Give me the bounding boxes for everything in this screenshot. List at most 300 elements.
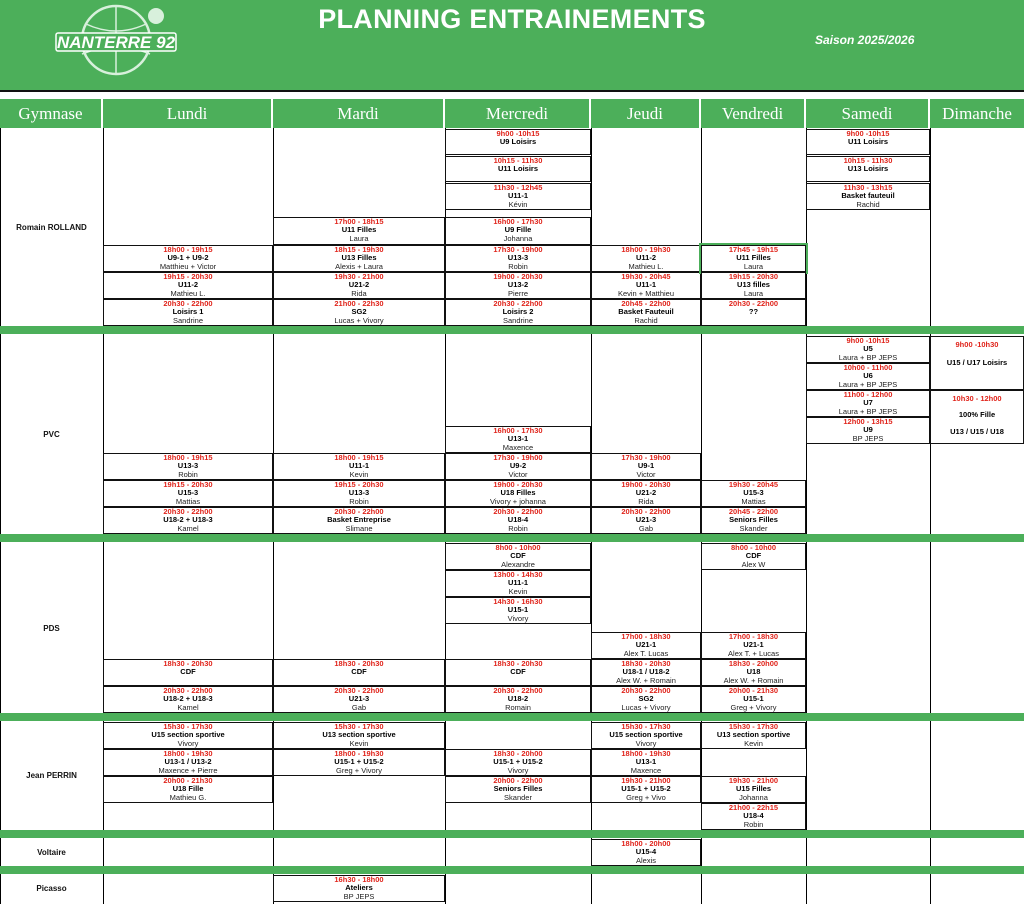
gym-separator: [0, 534, 1024, 542]
session-time: 8h00 - 10h00: [730, 543, 777, 552]
session-cell[interactable]: [103, 659, 273, 686]
session-group: U18-2: [507, 694, 529, 704]
session-coach: Laura + BP JEPS: [838, 379, 898, 389]
session-time: 18h30 - 20h30: [621, 659, 671, 668]
session-group: U13 section sportive: [322, 730, 396, 740]
session-time: 20h30 - 22h00: [163, 299, 213, 308]
session-coach: Pierre: [507, 288, 528, 298]
session-cell[interactable]: [103, 272, 273, 299]
session-time: 19h30 - 20h45: [728, 480, 779, 489]
session-group: U13-3: [348, 488, 370, 498]
session-coach: Alexandre: [501, 559, 535, 569]
session-cell[interactable]: [445, 426, 591, 453]
session-time: 20h30 - 22h00: [728, 299, 779, 308]
gym-separator: [0, 326, 1024, 334]
session-coach: Greg + Vivory: [730, 702, 777, 712]
session-group: U15-1 + U15-2: [621, 784, 671, 794]
session-cell[interactable]: [103, 507, 273, 534]
session-coach: Robin: [508, 261, 528, 271]
session-coach: Rida: [638, 496, 654, 506]
col-header-mardi: Mardi: [273, 99, 445, 128]
grid-vline: [930, 838, 931, 866]
grid-vline: [445, 838, 446, 866]
session-time: 19h00 - 20h30: [493, 480, 543, 489]
session-group: SG2: [351, 307, 367, 317]
gym-separator: [0, 830, 1024, 838]
session-cell[interactable]: [103, 245, 273, 272]
session-cell[interactable]: [445, 453, 591, 480]
session-coach: Kevin + Matthieu: [617, 288, 675, 298]
session-cell[interactable]: [806, 390, 930, 417]
session-coach: Vivory: [507, 613, 529, 623]
session-cell[interactable]: [445, 272, 591, 299]
session-cell[interactable]: [445, 686, 591, 713]
session-coach: Alex W: [741, 559, 766, 569]
session-coach: [807, 147, 929, 155]
session-coach: Gab: [351, 702, 367, 712]
session-coach: Mathieu L.: [628, 261, 664, 271]
session-time: 19h30 - 20h45: [621, 272, 671, 281]
session-coach: Robin: [349, 496, 369, 506]
session-coach: Laura: [349, 233, 369, 243]
session-group: U21-3: [635, 515, 657, 525]
session-time: 15h30 - 17h30: [728, 722, 779, 731]
session-time: 14h30 - 16h30: [493, 597, 543, 606]
session-coach: [446, 677, 590, 685]
session-time: 20h45 - 22h00: [728, 507, 779, 516]
session-time: 19h30 - 21h00: [621, 776, 671, 785]
session-time: 20h45 - 22h00: [621, 299, 671, 308]
session-group: U9-2: [509, 461, 527, 471]
session-group: U13-1: [507, 434, 529, 444]
session-group: U9 Fille: [504, 225, 532, 235]
session-time: 19h15 - 20h30: [334, 480, 384, 489]
session-group: Loisirs 1: [172, 307, 204, 317]
session-cell[interactable]: [701, 686, 806, 713]
gym-name-pds: PDS: [43, 624, 60, 633]
session-cell[interactable]: [806, 417, 930, 444]
session-coach: Vivory: [635, 738, 657, 748]
session-group: U11-1: [507, 191, 528, 201]
session-cell[interactable]: [103, 299, 273, 326]
session-coach: Johanna: [503, 233, 533, 243]
col-header-vendredi: Vendredi: [701, 99, 806, 128]
session-group: U9-1: [637, 461, 655, 471]
grid-vline: [273, 838, 274, 866]
session-group: Basket Entreprise: [327, 515, 391, 525]
session-cell[interactable]: [445, 659, 591, 686]
session-cell[interactable]: [591, 659, 701, 686]
session-group: U15-1: [743, 694, 764, 704]
session-cell[interactable]: [103, 722, 273, 749]
session-group: Basket Fauteuil: [618, 307, 674, 317]
session-cell-sunday-2[interactable]: [930, 390, 1024, 444]
session-coach: Mathieu G.: [169, 792, 207, 802]
session-coach: Sandrine: [172, 315, 204, 325]
session-coach: Lucas + Vivory: [621, 702, 671, 712]
session-time: 12h00 - 13h15: [843, 417, 893, 426]
session-cell[interactable]: [103, 480, 273, 507]
session-cell[interactable]: [701, 299, 806, 326]
session-coach: BP JEPS: [852, 433, 884, 443]
session-coach: [104, 677, 272, 685]
session-cell[interactable]: [445, 156, 591, 182]
session-coach: Sandrine: [502, 315, 534, 325]
session-cell[interactable]: [806, 336, 930, 363]
gym-name-picasso: Picasso: [36, 884, 67, 893]
session-coach: Mathieu L.: [170, 288, 206, 298]
session-coach: Victor: [636, 469, 656, 479]
session-group: Seniors Filles: [729, 515, 778, 525]
session-coach: Vivory: [177, 738, 199, 748]
gym-separator: [0, 713, 1024, 721]
session-group: U6: [863, 371, 873, 381]
session-group: U13 Loisirs: [847, 164, 889, 174]
session-coach: Skander: [739, 523, 768, 533]
session-coach: Slimane: [345, 523, 373, 533]
session-time: 15h30 - 17h30: [621, 722, 671, 731]
session-coach: Alex T. + Lucas: [728, 648, 779, 658]
session-time: 19h30 - 21h00: [728, 776, 779, 785]
session-coach: Matthieu + Victor: [159, 261, 217, 271]
session-time: 20h30 - 22h00: [493, 299, 543, 308]
session-coach: Rachid: [856, 199, 880, 209]
session-time: 11h30 - 12h45: [493, 183, 543, 192]
session-group: U13-2: [507, 280, 529, 290]
col-header-samedi: Samedi: [806, 99, 930, 128]
session-cell[interactable]: [701, 272, 806, 299]
session-group: U13 section sportive: [716, 730, 791, 740]
session-time: 19h30 - 21h00: [334, 272, 384, 281]
session-coach: Maxence: [630, 765, 662, 775]
session-coach: Kévin: [508, 199, 528, 209]
grid-vline: [806, 874, 807, 904]
session-group: U11-1: [507, 578, 528, 588]
session-group: CDF: [180, 667, 196, 677]
session-coach: Johanna: [739, 792, 768, 802]
session-time: 19h00 - 20h30: [621, 480, 671, 489]
session-coach: Greg + Vivo: [626, 792, 666, 802]
session-cell[interactable]: [103, 686, 273, 713]
session-time: 18h30 - 20h30: [493, 659, 543, 668]
session-group: U11 Loisirs: [497, 164, 539, 174]
session-cell[interactable]: [591, 272, 701, 299]
session-group: U13-3: [507, 253, 529, 263]
session-cell[interactable]: [103, 453, 273, 480]
session-cell[interactable]: [445, 299, 591, 326]
session-time: 16h30 - 18h00: [334, 875, 384, 884]
session-cell[interactable]: [591, 686, 701, 713]
session-group: Ateliers: [345, 883, 373, 893]
session-cell[interactable]: [445, 217, 591, 245]
session-time: 18h30 - 20h00: [728, 659, 779, 668]
session-time: 17h00 - 18h30: [621, 632, 671, 641]
grid-vline: [445, 874, 446, 904]
session-time: 16h00 - 17h30: [493, 426, 543, 435]
session-cell[interactable]: [591, 839, 701, 866]
session-time: 19h15 - 20h30: [728, 272, 779, 281]
session-cell[interactable]: [445, 597, 591, 624]
session-cell[interactable]: [701, 480, 806, 507]
header-banner: [0, 0, 1024, 92]
session-cell[interactable]: [591, 507, 701, 534]
session-cell[interactable]: [806, 183, 930, 210]
page-title: PLANNING ENTRAINEMENTS: [318, 4, 706, 34]
session-group: U11 Loisirs: [847, 137, 889, 147]
session-coach: Maxence: [502, 442, 534, 452]
session-cell[interactable]: [273, 272, 445, 299]
session-time: 18h15 - 19h30: [334, 245, 384, 254]
session-cell[interactable]: [701, 803, 806, 830]
session-cell[interactable]: [591, 480, 701, 507]
session-time: 17h00 - 18h30: [728, 632, 779, 641]
session-cell[interactable]: [273, 453, 445, 480]
grid-vline: [701, 874, 702, 904]
col-header-dimanche: Dimanche: [930, 99, 1024, 128]
session-cell[interactable]: [273, 217, 445, 245]
session-coach: Robin: [743, 819, 764, 829]
session-cell[interactable]: [103, 776, 273, 803]
grid-vline: [930, 721, 931, 830]
session-time: 18h00 - 19h30: [621, 245, 671, 254]
session-coach: Kevin: [744, 738, 763, 748]
svg-text:NANTERRE 92: NANTERRE 92: [56, 33, 176, 52]
session-group: U18-4: [743, 811, 764, 821]
session-group: U18 Fille: [172, 784, 204, 794]
session-coach: Skander: [504, 792, 532, 802]
session-time: 20h30 - 22h00: [493, 507, 543, 516]
session-group: U9: [863, 425, 873, 435]
session-time: 20h30 - 22h00: [621, 686, 671, 695]
session-group: U11 Filles: [736, 253, 771, 263]
session-cell[interactable]: [273, 686, 445, 713]
grid-vline: [806, 721, 807, 830]
session-coach: Alexis: [635, 855, 656, 865]
session-coach: [274, 677, 444, 685]
grid-vline: [930, 128, 931, 326]
session-cell[interactable]: [445, 570, 591, 597]
session-time: 10h15 - 11h30: [493, 156, 543, 165]
session-time: 18h30 - 20h30: [334, 659, 384, 668]
session-group: U9-1 + U9-2: [167, 253, 209, 263]
session-time: 17h00 - 18h15: [334, 217, 384, 226]
session-time: 20h30 - 22h00: [493, 686, 543, 695]
col-header-mercredi: Mercredi: [445, 99, 591, 128]
session-coach: Lucas + Vivory: [334, 315, 384, 325]
session-coach: Alex W. + Romain: [723, 675, 784, 685]
session-coach: Kamel: [177, 702, 199, 712]
grid-vline: [806, 542, 807, 713]
session-cell[interactable]: [273, 875, 445, 902]
session-time: 18h30 - 20h00: [493, 749, 543, 758]
session-group: U21-2: [348, 280, 370, 290]
session-group: U18-4: [507, 515, 529, 525]
session-time: 18h30 - 20h30: [163, 659, 213, 668]
session-cell[interactable]: [445, 543, 591, 570]
session-coach: Robin: [178, 469, 198, 479]
session-time: 20h30 - 22h00: [334, 686, 384, 695]
session-group: U18 Filles: [500, 488, 536, 498]
session-group: U15 section sportive: [151, 730, 225, 740]
session-group: ??: [748, 307, 759, 317]
session-cell[interactable]: [273, 507, 445, 534]
session-coach: Mattias: [175, 496, 201, 506]
session-coach: Laura + BP JEPS: [838, 406, 898, 416]
session-coach: Robin: [508, 523, 528, 533]
session-coach: Kevin: [349, 738, 369, 748]
session-coach: [702, 317, 805, 325]
session-group: U18-2 + U18-3: [163, 694, 213, 704]
session-time: 9h00 -10h15: [496, 129, 540, 138]
session-cell[interactable]: [806, 156, 930, 182]
session-time: 18h00 - 19h30: [163, 749, 213, 758]
session-coach: [807, 174, 929, 182]
session-coach: BP JEPS: [343, 891, 375, 901]
session-time: 20h30 - 22h00: [163, 686, 213, 695]
session-group: 100% Fille: [958, 410, 996, 420]
session-coach: Kamel: [177, 523, 199, 533]
session-time: 18h00 - 20h00: [621, 839, 671, 848]
grid-vline: [591, 874, 592, 904]
session-time: 13h00 - 14h30: [493, 570, 543, 579]
session-cell[interactable]: [701, 722, 806, 749]
session-cell[interactable]: [445, 245, 591, 272]
gym-name-pvc: PVC: [43, 430, 60, 439]
session-group: CDF: [351, 667, 367, 677]
session-coach: Gab: [638, 523, 654, 533]
col-header-lundi: Lundi: [103, 99, 273, 128]
session-cell[interactable]: [445, 183, 591, 210]
session-cell[interactable]: [701, 776, 806, 803]
session-time: 10h30 - 12h00: [952, 394, 1002, 403]
session-cell[interactable]: [806, 129, 930, 155]
session-group: U13 Filles: [341, 253, 377, 263]
session-coach: Alex W. + Romain: [616, 675, 676, 685]
session-group: U15 / U17 Loisirs: [946, 358, 1008, 368]
session-group: U11-1: [348, 461, 369, 471]
session-cell[interactable]: [701, 245, 806, 272]
session-time: 10h15 - 11h30: [843, 156, 893, 165]
session-group: U15-3: [743, 488, 764, 498]
session-group: U21-1: [635, 640, 657, 650]
session-cell[interactable]: [273, 722, 445, 749]
session-group: SG2: [638, 694, 654, 704]
session-time: 17h45 - 19h15: [728, 245, 779, 254]
session-cell[interactable]: [701, 507, 806, 534]
session-group: U13-3: [177, 461, 199, 471]
session-coach: Laura: [743, 261, 764, 271]
session-cell[interactable]: [806, 363, 930, 390]
session-cell[interactable]: [273, 299, 445, 326]
session-time: 11h30 - 13h15: [843, 183, 893, 192]
session-coach: Vivory + johanna: [490, 496, 546, 506]
session-cell[interactable]: [701, 659, 806, 686]
session-time: 9h00 -10h30: [955, 340, 999, 349]
session-time: 18h00 - 19h15: [163, 245, 213, 254]
session-group: U5: [863, 344, 873, 354]
session-cell[interactable]: [445, 749, 591, 776]
gym-name-voltaire: Voltaire: [37, 848, 66, 857]
session-group: Loisirs 2: [502, 307, 534, 317]
session-time: 15h30 - 17h30: [334, 722, 384, 731]
session-time: 19h15 - 20h30: [163, 272, 213, 281]
grid-vline: [806, 838, 807, 866]
session-coach: Kevin: [508, 586, 528, 596]
session-cell[interactable]: [445, 776, 591, 803]
session-coach: Maxence + Pierre: [158, 765, 218, 775]
session-cell[interactable]: [273, 659, 445, 686]
session-cell[interactable]: [273, 749, 445, 776]
session-group: U21-2: [635, 488, 657, 498]
session-group: U13 filles: [737, 280, 770, 290]
session-time: 10h00 - 11h00: [843, 363, 893, 372]
session-time: 20h30 - 22h00: [163, 507, 213, 516]
session-cell[interactable]: [701, 632, 806, 659]
session-coach: Alexis + Laura: [335, 261, 383, 271]
session-group: U21-3: [348, 694, 370, 704]
session-group: U13-1 / U13-2: [164, 757, 212, 767]
session-time: 18h00 - 19h30: [334, 749, 384, 758]
session-time: 17h30 - 19h00: [493, 453, 543, 462]
session-cell[interactable]: [445, 480, 591, 507]
session-time: 20h00 - 21h30: [163, 776, 213, 785]
session-cell[interactable]: [701, 543, 806, 570]
session-group: U15-4: [635, 847, 657, 857]
session-cell[interactable]: [591, 299, 701, 326]
session-cell-sunday-1[interactable]: [930, 336, 1024, 390]
session-time: 15h30 - 17h30: [163, 722, 213, 731]
session-cell[interactable]: [103, 749, 273, 776]
session-group: U15-1 + U15-2: [334, 757, 384, 767]
session-group: U11-1: [635, 280, 656, 290]
session-cell[interactable]: [591, 776, 701, 803]
session-group: U18: [746, 667, 761, 677]
session-group: U13-1: [635, 757, 657, 767]
session-cell[interactable]: [591, 453, 701, 480]
session-time: 20h30 - 22h00: [334, 507, 384, 516]
season-label: Saison 2025/2026: [815, 33, 915, 47]
col-header-gymnase: Gymnase: [0, 99, 103, 128]
session-group: U15-1: [507, 605, 529, 615]
gym-separator: [0, 866, 1024, 874]
session-coach: [446, 174, 590, 182]
grid-vline: [930, 542, 931, 713]
session-time: 18h00 - 19h15: [334, 453, 384, 462]
session-coach: Alex T. Lucas: [623, 648, 669, 658]
session-time: 18h00 - 19h15: [163, 453, 213, 462]
session-cell[interactable]: [445, 129, 591, 155]
session-cell[interactable]: [591, 722, 701, 749]
session-time: 19h15 - 20h30: [163, 480, 213, 489]
session-cell[interactable]: [591, 749, 701, 776]
grid-vline: [103, 838, 104, 866]
grid-vline: [930, 874, 931, 904]
session-group: U11-2: [177, 280, 198, 290]
session-coach: Laura: [743, 288, 764, 298]
session-time: 19h00 - 20h30: [493, 272, 543, 281]
session-cell[interactable]: [273, 245, 445, 272]
session-cell[interactable]: [445, 507, 591, 534]
session-cell[interactable]: [591, 632, 701, 659]
session-group: U15-1 + U15-2: [493, 757, 543, 767]
session-cell[interactable]: [591, 245, 701, 272]
grid-vline: [103, 874, 104, 904]
session-group: U15 section sportive: [609, 730, 683, 740]
session-group: Basket fauteuil: [841, 191, 895, 201]
session-cell[interactable]: [273, 480, 445, 507]
session-group: U18-1 / U18-2: [622, 667, 670, 677]
grid-vline: [701, 838, 702, 866]
